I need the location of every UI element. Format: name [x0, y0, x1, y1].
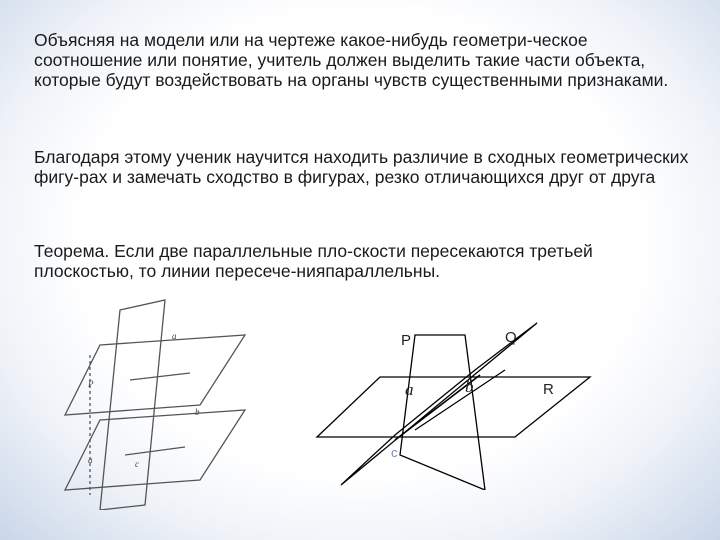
sketch-label-a-bottom: a [88, 455, 93, 465]
line-b [415, 370, 505, 430]
sketch-label-b: b [195, 407, 200, 417]
sketch-lower-plane [65, 410, 245, 490]
plane-q [341, 323, 537, 485]
label-c: c [391, 445, 398, 460]
paragraph-student: Благодаря этому ученик научится находить различие в сходных геометрических фигу-рах и замечать сходство в фигурах, резко отличающихся друг от друга [34, 147, 689, 187]
paragraph-theorem: Теорема. Если две параллельные пло-скости пересекаются третьей плоскостью, то линии пересече-нияпараллельны. [34, 241, 593, 281]
sketch-figure [60, 295, 260, 510]
sketch-intersection-top [130, 373, 190, 380]
theorem-diagram [305, 315, 605, 490]
plane-p [400, 335, 485, 490]
sketch-label-p: P [88, 379, 94, 389]
sketch-intersection-bottom [125, 447, 185, 455]
sketch-label-c: c [135, 459, 139, 469]
sketch-label-a-top: a [172, 331, 177, 341]
label-b: b [465, 377, 474, 396]
label-a: a [405, 380, 414, 399]
paragraph-intro: Объясняя на модели или на чертеже какое-нибудь геометри-ческое соотношение или понятие, учитель должен выделить такие части объекта, которые будут воздействовать на органы чувств существенными признаками. [34, 30, 669, 90]
sketch-cutting-plane [100, 300, 165, 510]
label-q: Q [505, 329, 517, 346]
label-r: R [543, 381, 554, 398]
label-p: P [401, 332, 412, 349]
